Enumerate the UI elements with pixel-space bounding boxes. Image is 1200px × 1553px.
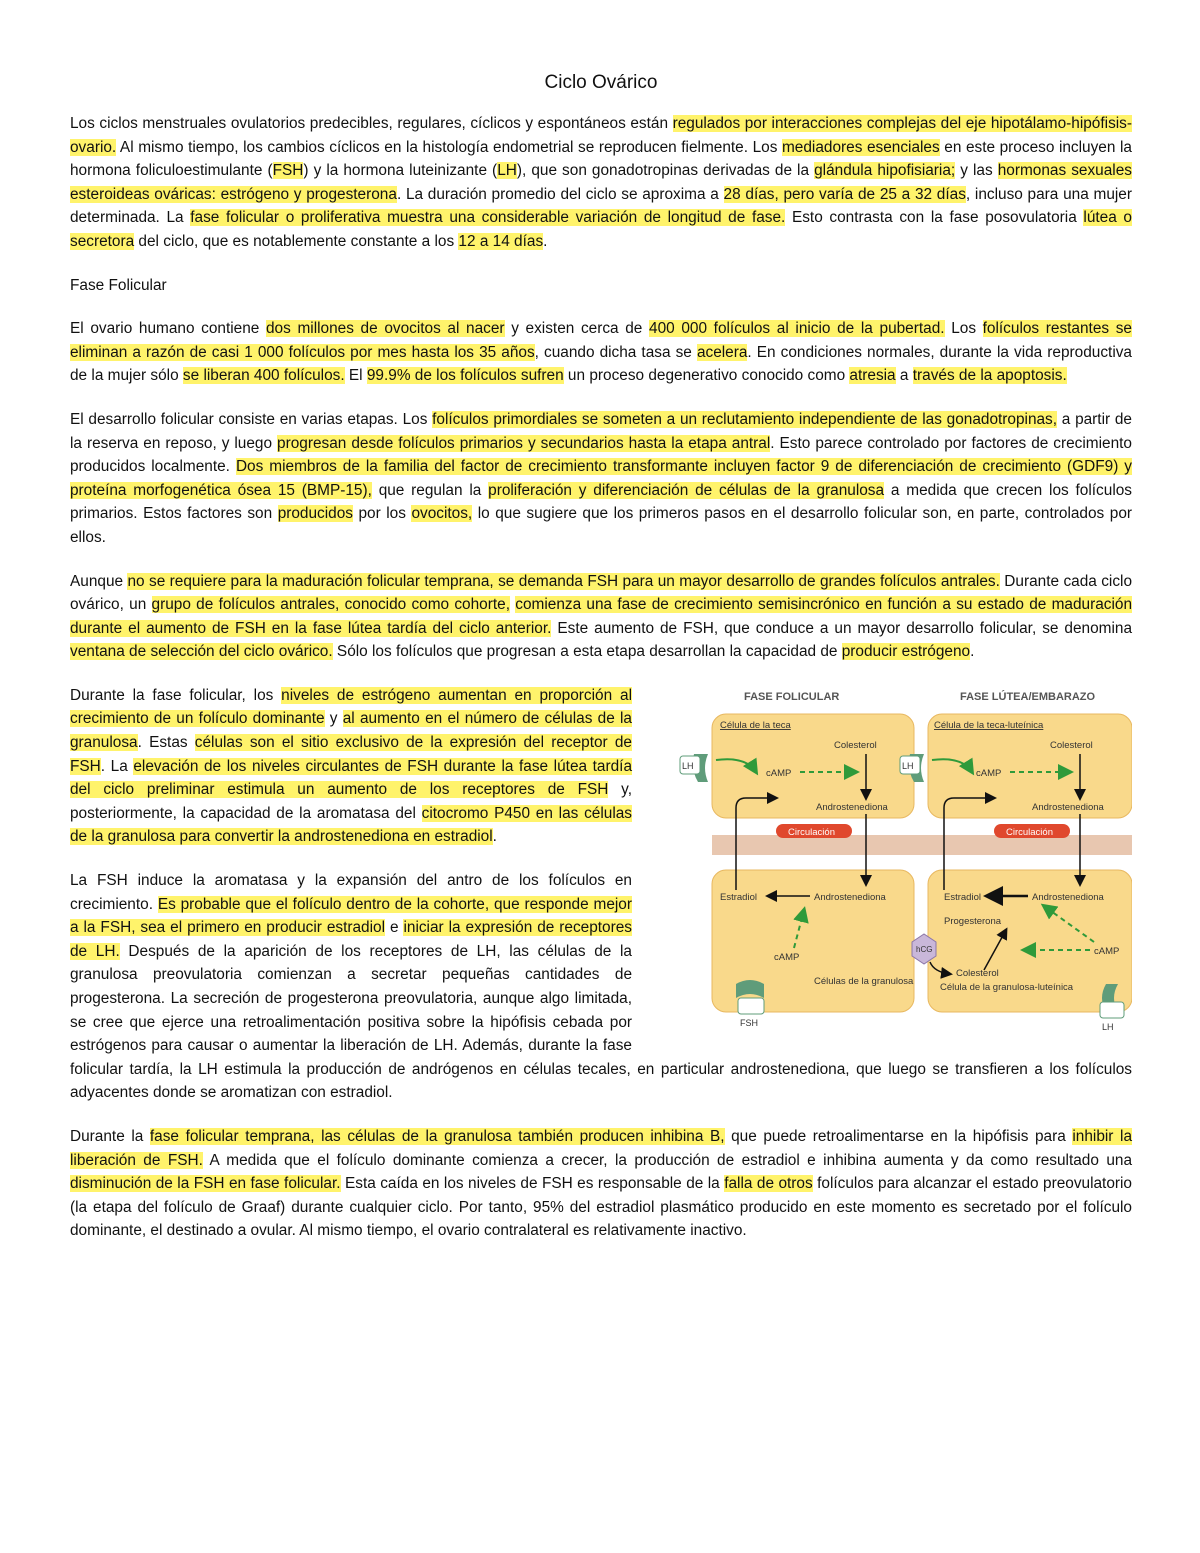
highlighted-text: ventana de selección del ciclo ovárico.: [70, 643, 333, 661]
text-run: Los ciclos menstruales ovulatorios predecibles, regulares, cíclicos y espontáneos están: [70, 115, 673, 132]
fsh-hormone: [738, 998, 764, 1014]
document-page: [70, 70, 1132, 1263]
text-run: .: [543, 232, 548, 250]
highlighted-text: folículos primordiales se someten a un reclutamiento independiente de las gonadotropinas,: [432, 410, 1058, 428]
text-run: del ciclo, que es notablemente constante a los: [134, 232, 459, 250]
highlighted-text: fase folicular temprana, las células de la granulosa también producen inhibina B,: [149, 1127, 725, 1145]
fig-granulosa-lutein: Célula de la granulosa-luteínica: [940, 981, 1074, 993]
text-run: por los: [352, 505, 412, 523]
paragraph-intro: [70, 112, 1132, 254]
text-run: .: [970, 643, 975, 661]
text-run: Durante cada ciclo ovárico, un: [70, 572, 1133, 614]
fig-camp-right: cAMP: [976, 767, 1002, 779]
highlighted-text: grupo de folículos antrales, conocido como cohorte,: [151, 596, 510, 614]
highlighted-text: inhibir la liberación de FSH.: [70, 1127, 1132, 1169]
fig-teca-lutein-label: Célula de la teca-luteínica: [934, 719, 1044, 731]
highlighted-text: 99.9% de los folículos sufren: [366, 367, 564, 385]
highlighted-text: disminución de la FSH en fase folicular.: [70, 1175, 341, 1193]
highlighted-text: al aumento en el número de células de la granulosa: [70, 710, 632, 752]
highlighted-text: elevación de los niveles circulantes de FSH durante la fase lútea tardía del ciclo preliminar estimula un aumento de los receptores de FSH: [70, 757, 632, 799]
highlighted-text: atresia: [849, 367, 896, 385]
text-run: A medida que el folículo dominante comienza a crecer, la producción de estradiol e inhibina aumenta y da como resultado una: [202, 1151, 1133, 1169]
fig-camp-right-bottom: cAMP: [1094, 945, 1120, 957]
text-run: . Estas: [137, 734, 195, 752]
fig-colesterol-bottom: Colesterol: [956, 967, 999, 979]
text-run: . En condiciones normales, durante la vida reproductiva de la mujer sólo: [70, 343, 1132, 385]
highlighted-text: 12 a 14 días: [458, 232, 544, 250]
fig-camp-left: cAMP: [766, 767, 792, 779]
text-run: Durante la: [70, 1127, 150, 1145]
text-run: a: [895, 367, 913, 385]
highlighted-text: glándula hipofisiaria;: [814, 162, 956, 180]
highlighted-text: se liberan 400 folículos.: [182, 367, 345, 385]
paragraph-fsh-cohorte: [70, 570, 1132, 664]
fig-hcg: hCG: [916, 944, 933, 954]
highlighted-text: citocromo P450 en las células de la granulosa para convertir la androstenediona en estradiol: [70, 804, 632, 846]
text-run: folículos para alcanzar el estado preovulatorio (la etapa del folículo de Graaf) durante cualquier ciclo. Por tanto, 95% del estradiol plasmático producido en este momento es secretado por el folículo dominante, el destinado a ovular. Al mismo tiempo, el ovario contralateral es relativamente inactivo.: [70, 1175, 1132, 1240]
highlighted-text: acelera: [696, 343, 748, 361]
text-run: La FSH induce la aromatasa y la expansión del antro de los folículos en crecimiento.: [70, 872, 632, 913]
fig-camp-left-bottom: cAMP: [774, 951, 800, 963]
text-run: El ovario humano contiene: [70, 320, 266, 338]
fig-andro-right-bottom: Androstenediona: [1032, 891, 1104, 903]
fig-colesterol-left: Colesterol: [834, 739, 877, 751]
text-run: Durante la fase folicular, los: [70, 686, 282, 704]
highlighted-text: no se requiere para la maduración folicular temprana, se demanda FSH para un mayor desarrollo de grandes folículos antrales.: [127, 572, 1000, 590]
text-run: y, posteriormente, la capacidad de la aromatasa del: [70, 781, 632, 822]
highlighted-text: proliferación y diferenciación de células de la granulosa: [488, 481, 885, 499]
text-run: lo que sugiere que los primeros pasos en el desarrollo folicular son, en parte, controlados por ellos.: [70, 505, 1133, 546]
text-run: a medida que crecen los folículos primarios. Estos factores son: [70, 481, 1132, 523]
highlighted-text: ovocitos,: [411, 505, 473, 523]
highlighted-text: iniciar la expresión de receptores de LH.: [70, 919, 632, 960]
highlighted-text: Dos miembros de la familia del factor de crecimiento transformante incluyen factor 9 de diferenciación de crecimiento (GDF9) y proteína morfogenética ósea 15 (BMP-15),: [70, 458, 1132, 499]
highlighted-text: progresan desde folículos primarios y secundarios hasta la etapa antral: [277, 434, 771, 452]
section-heading-fase-folicular: Fase Folicular: [70, 276, 167, 294]
highlighted-text: producir estrógeno: [841, 643, 971, 661]
fig-lh-right: LH: [902, 760, 914, 771]
text-run: , incluso para una mujer determinada. La: [70, 185, 1132, 227]
fig-lh-left: LH: [682, 760, 694, 771]
highlighted-text: producidos: [277, 505, 353, 523]
highlighted-text: Es probable que el folículo dentro de la cohorte, que responde mejor a la FSH, sea el primero en producir estradiol: [70, 895, 632, 937]
text-run: Al mismo tiempo, los cambios cíclicos en la histología endometrial se reproducen fielmente. Los: [116, 138, 782, 156]
paragraph-desarrollo: [70, 408, 1132, 550]
fig-fsh-label: FSH: [740, 1017, 758, 1028]
highlighted-text: dos millones de ovocitos al nacer: [266, 320, 505, 338]
highlighted-text: mediadores esenciales: [781, 138, 940, 156]
text-run: y las: [955, 162, 998, 180]
fig-estradiol-left: Estradiol: [720, 891, 757, 903]
text-run: El: [344, 367, 367, 385]
document-title: Ciclo Ovárico: [544, 72, 658, 93]
text-run: Aunque: [70, 572, 128, 590]
text-run: y existen cerca de: [504, 320, 650, 338]
highlighted-text: fase folicular o proliferativa muestra una considerable variación de longitud de fase.: [190, 209, 786, 227]
highlighted-text: folículos restantes se eliminan a razón de casi 1 000 folículos por mes hasta los 35 años: [70, 320, 1132, 361]
text-run: El desarrollo folicular consiste en varias etapas. Los: [70, 410, 433, 428]
text-run: que puede retroalimentarse en la hipófisis para: [724, 1127, 1073, 1145]
fig-andro-left-bottom: Androstenediona: [814, 891, 886, 903]
fig-circ-right: Circulación: [1006, 826, 1053, 838]
text-run: .: [492, 828, 497, 846]
paragraph-inhibina: [70, 1125, 1132, 1243]
fig-left-title: FASE FOLICULAR: [744, 690, 840, 703]
text-run: que regulan la: [371, 481, 489, 499]
membrane-band: [712, 835, 1132, 855]
text-run: en este proceso incluyen la hormona foliculoestimulante (: [70, 138, 1132, 180]
highlighted-text: lútea o secretora: [70, 209, 1132, 250]
paragraph-ovario: [70, 317, 1132, 388]
text-run: Esto contrasta con la fase posovulatoria: [785, 209, 1084, 227]
highlighted-text: hormonas sexuales esteroideas ováricas: estrógeno y progesterona: [70, 162, 1132, 203]
text-run: , cuando dicha tasa se: [534, 343, 697, 361]
fig-lh-bottom: LH: [1102, 1021, 1114, 1032]
fig-granulosa-left: Células de la granulosa: [814, 975, 914, 987]
fig-estradiol-right: Estradiol: [944, 891, 981, 903]
highlighted-text: través de la apoptosis.: [912, 367, 1067, 385]
highlighted-text: células son el sitio exclusivo de la expresión del receptor de FSH: [70, 734, 632, 775]
highlighted-text: falla de otros: [724, 1175, 813, 1193]
highlighted-text: FSH: [272, 162, 304, 180]
highlighted-text: regulados por interacciones complejas del eje hipotálamo-hipófisis-ovario.: [70, 115, 1132, 156]
text-run: ), que son gonadotropinas derivadas de la: [516, 162, 815, 180]
fig-andro-right-top: Androstenediona: [1032, 801, 1104, 813]
text-run: . La duración promedio del ciclo se aproxima a: [396, 185, 724, 203]
text-run: y: [324, 710, 343, 728]
two-cell-diagram: [654, 684, 1132, 1034]
text-run: Este aumento de FSH, que conduce a un mayor desarrollo folicular, se denomina: [551, 619, 1133, 637]
figure-wrap-block: [70, 684, 1132, 1105]
text-run: e: [385, 919, 404, 937]
text-run: Los: [944, 320, 983, 338]
highlighted-text: LH: [497, 162, 517, 180]
text-run: a partir de la reserva en reposo, y luego: [70, 410, 1132, 452]
fig-andro-left-top: Androstenediona: [816, 801, 888, 813]
fig-teca-label: Célula de la teca: [720, 719, 791, 731]
highlighted-text: 28 días, pero varía de 25 a 32 días: [723, 185, 966, 203]
text-run: Sólo los folículos que progresan a esta etapa desarrollan la capacidad de: [332, 643, 842, 661]
text-run: un proceso degenerativo conocido como: [563, 367, 850, 385]
fig-progesterona: Progesterona: [944, 915, 1002, 927]
two-cell-figure: [654, 684, 1132, 1034]
highlighted-text: 400 000 folículos al inicio de la pubertad.: [649, 320, 945, 338]
text-run: Después de la aparición de los receptores de LH, las células de la granulosa preovulatoria comienzan a secretar pequeñas cantidades de progesterona. La secreción de progesterona preovulatoria, aunque algo limitada, se cree que ejerce una retroalimentación positiva sobre la hipófisis cebada por estrógenos para causar o aumentar la liberación de LH. Además, durante la fase folicular tardía, la LH estimula la producción de andrógenos en células tecales, en particular androstenediona, que luego se transfieren a los folículos adyacentes donde se aromatizan con estradiol.: [70, 942, 1132, 1102]
highlighted-text: niveles de estrógeno aumentan en proporción al crecimiento de un folículo dominante: [70, 686, 632, 728]
text-run: Esta caída en los niveles de FSH es responsable de la: [340, 1175, 725, 1193]
text-run: . La: [100, 757, 134, 775]
lh-hormone-bottom: [1100, 1002, 1124, 1018]
text-run: . Esto parece controlado por factores de crecimiento producidos localmente.: [70, 434, 1132, 476]
highlighted-text: comienza una fase de crecimiento semisincrónico en función a su estado de maduración durante el aumento de FSH en la fase lútea tardía del ciclo anterior.: [70, 596, 1133, 637]
text-run: ) y la hormona luteinizante (: [303, 162, 498, 180]
fig-circ-left: Circulación: [788, 826, 835, 838]
fig-colesterol-right: Colesterol: [1050, 739, 1093, 751]
fig-right-title: FASE LÚTEA/EMBARAZO: [960, 690, 1096, 703]
